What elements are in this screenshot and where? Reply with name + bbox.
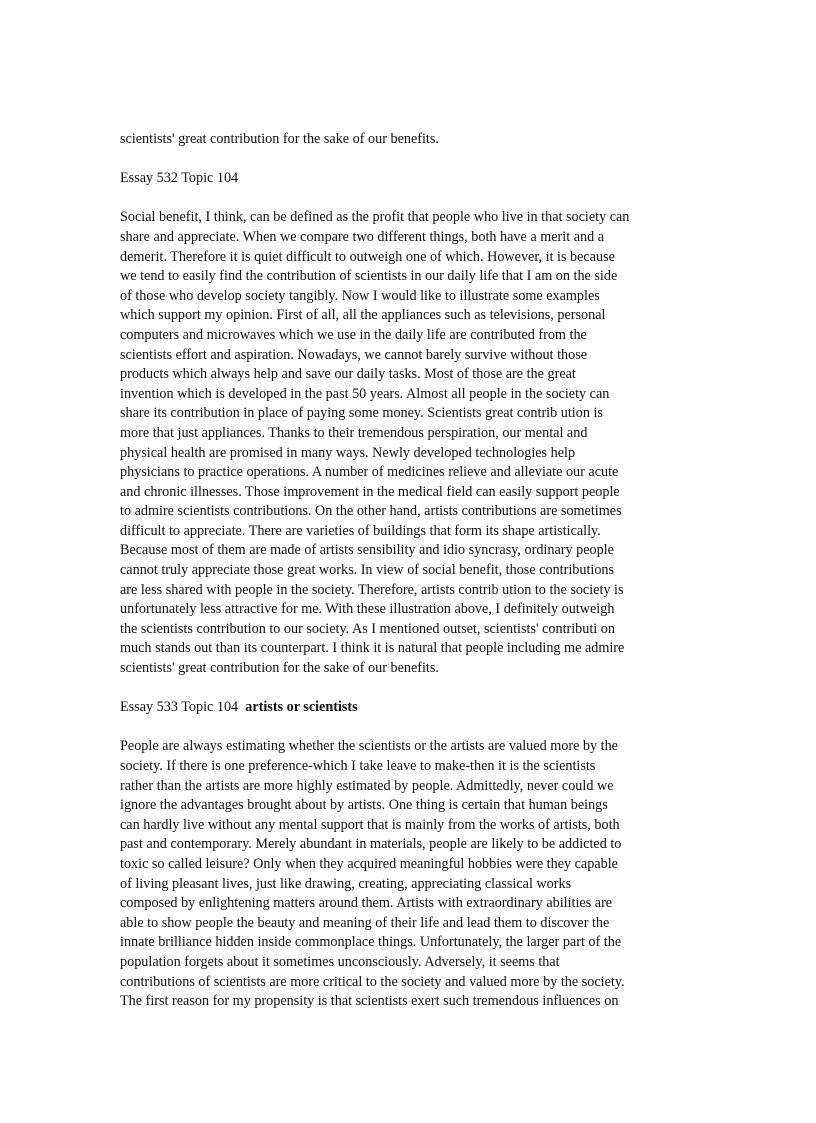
essay-532-line: cannot truly appreciate those great works. In view of social benefit, those contributions (120, 562, 615, 579)
essay-532-body (120, 208, 700, 678)
essay-533-line: ignore the advantages brought about by artists. One thing is certain that human beings (120, 797, 608, 814)
essay-532-line: we tend to easily find the contribution of scientists in our daily life that I am on the side (120, 268, 618, 285)
essay-532-line: computers and microwaves which we use in the daily life are contributed from the (120, 326, 587, 343)
essay-532-line: physicians to practice operations. A number of medicines relieve and alleviate our acute (120, 464, 619, 481)
essay-533-heading-title: artists or scientists (245, 699, 358, 716)
essay-532-line: are less shared with people in the society. Therefore, artists contrib ution to the society is (120, 581, 624, 598)
essay-532-line: and chronic illnesses. Those improvement in the medical field can easily support people (120, 483, 620, 500)
essay-532-line: physical health are promised in many ways. Newly developed technologies help (120, 444, 576, 461)
essay-533-line: The first reason for my propensity is that scientists exert such tremendous influences on (120, 993, 619, 1010)
essay-532-line: Social benefit, I think, can be defined as the profit that people who live in that society can (120, 209, 630, 226)
essay-532-line: unfortunately less attractive for me. With these illustration above, I definitely outweigh (120, 601, 615, 618)
essay-533-line: can hardly live without any mental support that is mainly from the works of artists, both (120, 816, 620, 833)
essay-532-line: scientists' great contribution for the sake of our benefits. (120, 660, 439, 677)
essay-532-line: difficult to appreciate. There are varieties of buildings that form its shape artistically. (120, 522, 601, 539)
essay-532-heading (120, 169, 700, 189)
essay-532-line: of those who develop society tangibly. Now I would like to illustrate some examples (120, 287, 600, 304)
essay-532-line: much stands out than its counterpart. I think it is natural that people including me admire (120, 640, 625, 657)
essay-532-line: share and appreciate. When we compare two different things, both have a merit and a (120, 228, 605, 245)
essay-533-line: contributions of scientists are more critical to the society and valued more by the society. (120, 973, 625, 990)
essay-532-line: share its contribution in place of paying some money. Scientists great contrib ution is (120, 405, 603, 422)
essay-533-line: innate brilliance hidden inside commonplace things. Unfortunately, the larger part of the (120, 934, 622, 951)
essay-533-line: toxic so called leisure? Only when they acquired meaningful hobbies were they capable (120, 855, 618, 872)
essay-532-line: Because most of them are made of artists sensibility and idio syncrasy, ordinary people (120, 542, 614, 559)
essay-532-line: invention which is developed in the past 50 years. Almost all people in the society can (120, 385, 610, 402)
essay-532-line: the scientists contribution to our society. As I mentioned outset, scientists' contributi on (120, 620, 615, 637)
essay-532-line: scientists effort and aspiration. Nowadays, we cannot barely survive without those (120, 346, 588, 363)
essay-533-line: society. If there is one preference-which I take leave to make-then it is the scientists (120, 758, 596, 774)
essay-532-line: to admire scientists contributions. On the other hand, artists contributions are sometimes (120, 503, 622, 520)
essay-533-line: People are always estimating whether the scientists or the artists are valued more by the (120, 738, 618, 755)
essay-532-line: more that just appliances. Thanks to their tremendous perspiration, our mental and (120, 424, 588, 441)
essay-533-line: able to show people the beauty and meaning of their life and lead them to discover the (120, 914, 610, 931)
essay-533-line: of living pleasant lives, just like drawing, creating, appreciating classical works (120, 875, 572, 892)
essay-533-line: rather than the artists are more highly estimated by people. Admittedly, never could we (120, 777, 614, 794)
essay-532-line: which support my opinion. First of all, all the appliances such as televisions, personal (120, 307, 606, 324)
essay-532-heading-text: Essay 532 Topic 104 (120, 170, 239, 187)
opening-line: scientists' great contribution for the sake of our benefits. (120, 131, 439, 147)
essay-533-line: population forgets about it sometimes unconsciously. Adversely, it seems that (120, 953, 560, 970)
essay-532-line: products which always help and save our daily tasks. Most of those are the great (120, 366, 576, 383)
essay-533-heading-text: Essay 533 Topic 104 (120, 699, 239, 716)
essay-533-line: past and contemporary. Merely abundant in materials, people are likely to be addicted to (120, 836, 622, 853)
essay-532-line: demerit. Therefore it is quiet difficult to outweigh one of which. However, it is because (120, 248, 615, 265)
document-page (120, 130, 700, 1031)
essay-533-heading (120, 698, 700, 718)
essay-533-body (120, 737, 700, 1011)
essay-533-line: composed by enlightening matters around them. Artists with extraordinary abilities are (120, 895, 613, 912)
